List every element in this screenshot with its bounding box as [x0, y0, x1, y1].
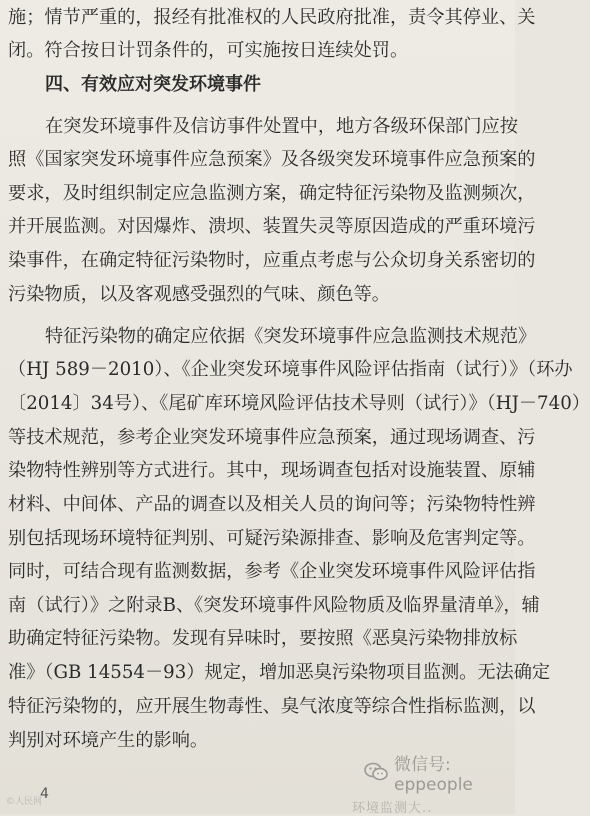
text-line: 在突发环境事件及信访事件处置中，地方各级环保部门应按 [45, 116, 518, 137]
text-line: （HJ 589－2010）、《企业突发环境事件风险评估指南（试行）》（环办 [8, 359, 573, 380]
text-line: 污染物质，以及客观感受强烈的气味、颜色等。 [8, 284, 390, 305]
bottom-strip-text: 环境监测大.. [352, 801, 433, 816]
text-line: 染物特性辨别等方式进行。其中，现场调查包括对设施装置、原辅 [8, 460, 536, 481]
text-line: 等技术规范，参考企业突发环境事件应急预案，通过现场调查、污 [8, 427, 536, 448]
text-line: 判别对环境产生的影响。 [8, 730, 209, 751]
text-line: 同时，可结合现有监测数据，参考《企业突发环境事件风险评估指 [8, 561, 536, 582]
watermark-text: 微信号: eppeople [394, 754, 473, 795]
text-line: 别包括现场环境特征判别、可疑污染源排查、影响及危害判定等。 [8, 528, 536, 549]
text-line: 要求，及时组织制定应急监测方案，确定特征污染物及监测频次， [8, 183, 536, 204]
footer-mark: ©人民网 [6, 797, 43, 807]
wechat-watermark [364, 754, 515, 795]
section-heading: 四、有效应对突发环境事件 [45, 74, 261, 95]
text-line: 材料、中间体、产品的调查以及相关人员的询问等；污染物特性辨 [8, 494, 536, 515]
text-line: 并开展监测。对因爆炸、溃坝、装置失灵等原因造成的严重环境污 [8, 216, 536, 237]
wechat-icon [364, 762, 388, 782]
text-line: 特征污染物的确定应依据《突发环境事件应急监测技术规范》 [45, 326, 537, 347]
text-line: 准》（GB 14554－93）规定，增加恶臭污染物项目监测。无法确定 [8, 662, 551, 683]
text-line: 照《国家突发环境事件应急预案》及各级突发环境事件应急预案的 [8, 149, 536, 170]
text-line: 施；情节严重的，报经有批准权的人民政府批准，责令其停业、关 [8, 7, 536, 28]
text-line: 南（试行）》之附录B、《突发环境事件风险物质及临界量清单》，辅 [8, 595, 540, 616]
text-line: 染事件，在确定特征污染物时，应重点考虑与公众切身关系密切的 [8, 250, 536, 271]
text-line: 闭。符合按日计罚条件的，可实施按日连续处罚。 [8, 40, 409, 61]
text-line: 特征污染物的，应开展生物毒性、臭气浓度等综合性指标监测，以 [8, 696, 536, 717]
page-number: 4 [40, 786, 49, 802]
text-line: 助确定特征污染物。发现有异味时，要按照《恶臭污染物排放标 [8, 628, 518, 649]
text-line: 〔2014〕34号）、《尾矿库环境风险评估技术导则（试行）》（HJ－740） [8, 393, 590, 414]
